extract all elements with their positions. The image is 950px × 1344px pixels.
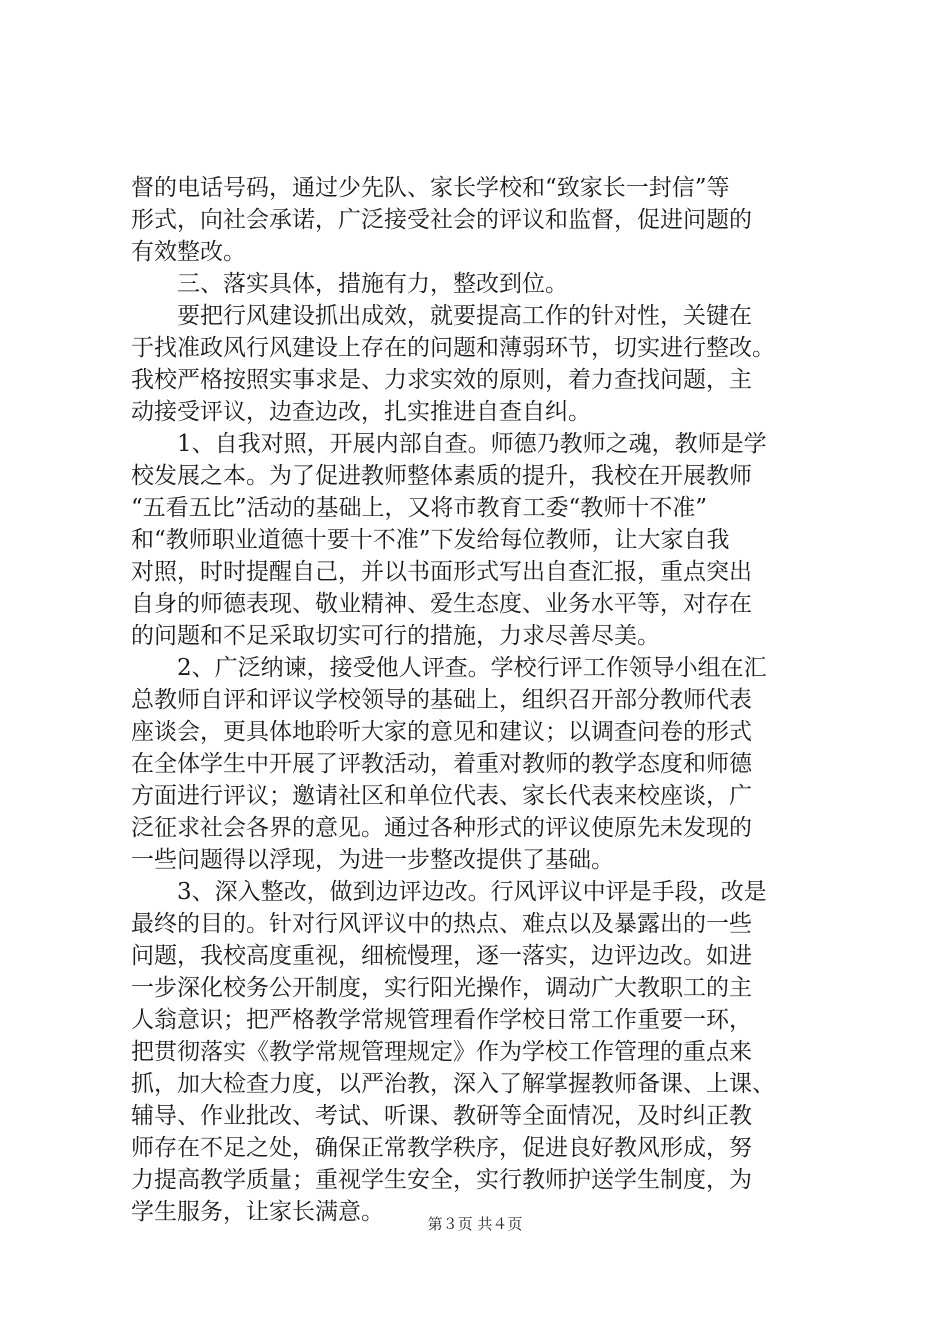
text-line: 问题，我校高度重视，细梳慢理，逐一落实，边评边改。如进 bbox=[131, 943, 752, 969]
text-line: 和“教师职业道德十要十不准”下发给每位教师，让大家自我 bbox=[131, 527, 730, 553]
text-line: 3、深入整改，做到边评边改。行风评议中评是手段，改是 bbox=[131, 879, 767, 905]
text-line: 于找准政风行风建设上存在的问题和薄弱环节，切实进行整改。 bbox=[131, 335, 775, 361]
text-line: 学生服务，让家长满意。 bbox=[131, 1199, 384, 1225]
text-line: 力提高教学质量；重视学生安全，实行教师护送学生制度，为 bbox=[131, 1167, 752, 1193]
text-line: 1、自我对照，开展内部自查。师德乃教师之魂，教师是学 bbox=[131, 431, 767, 457]
text-line: 一步深化校务公开制度，实行阳光操作，调动广大教职工的主 bbox=[131, 975, 752, 1001]
text-line: 的问题和不足采取切实可行的措施，力求尽善尽美。 bbox=[131, 623, 660, 649]
text-line: “五看五比”活动的基础上，又将市教育工委“教师十不准” bbox=[131, 495, 708, 521]
text-line: 三、落实具体，措施有力，整改到位。 bbox=[131, 271, 568, 297]
text-line: 形式，向社会承诺，广泛接受社会的评议和监督，促进问题的 bbox=[131, 207, 752, 233]
text-line: 抓，加大检查力度，以严治教，深入了解掌握教师备课、上课、 bbox=[131, 1071, 775, 1097]
text-line: 方面进行评议；邀请社区和单位代表、家长代表来校座谈，广 bbox=[131, 783, 752, 809]
text-line: 辅导、作业批改、考试、听课、教研等全面情况，及时纠正教 bbox=[131, 1103, 752, 1129]
text-line: 校发展之本。为了促进教师整体素质的提升，我校在开展教师 bbox=[131, 463, 752, 489]
text-line: 动接受评议，边查边改，扎实推进自查自纠。 bbox=[131, 399, 591, 425]
document-body bbox=[131, 172, 841, 1228]
text-line: 我校严格按照实事求是、力求实效的原则，着力查找问题，主 bbox=[131, 367, 752, 393]
text-line: 2、广泛纳谏，接受他人评查。学校行评工作领导小组在汇 bbox=[131, 655, 767, 681]
text-line: 总教师自评和评议学校领导的基础上，组织召开部分教师代表 bbox=[131, 687, 752, 713]
text-line: 对照，时时提醒自己，并以书面形式写出自查汇报，重点突出 bbox=[131, 559, 752, 585]
text-line: 师存在不足之处，确保正常教学秩序，促进良好教风形成，努 bbox=[131, 1135, 752, 1161]
text-line: 自身的师德表现、敬业精神、爱生态度、业务水平等，对存在 bbox=[131, 591, 752, 617]
text-line: 一些问题得以浮现，为进一步整改提供了基础。 bbox=[131, 847, 614, 873]
text-line: 要把行风建设抓出成效，就要提高工作的针对性，关键在 bbox=[131, 303, 752, 329]
text-line: 有效整改。 bbox=[131, 239, 246, 265]
text-line: 把贯彻落实《教学常规管理规定》作为学校工作管理的重点来 bbox=[131, 1039, 752, 1065]
text-line: 泛征求社会各界的意见。通过各种形式的评议使原先未发现的 bbox=[131, 815, 752, 841]
text-line: 人翁意识；把严格教学常规管理看作学校日常工作重要一环， bbox=[131, 1007, 752, 1033]
text-line: 督的电话号码，通过少先队、家长学校和“致家长一封信”等 bbox=[131, 175, 730, 201]
text-line: 在全体学生中开展了评教活动，着重对教师的教学态度和师德 bbox=[131, 751, 752, 777]
text-line: 座谈会，更具体地聆听大家的意见和建议；以调查问卷的形式 bbox=[131, 719, 752, 745]
page-number-footer: 第３页 共４页 bbox=[427, 1215, 523, 1233]
text-line: 最终的目的。针对行风评议中的热点、难点以及暴露出的一些 bbox=[131, 911, 752, 937]
